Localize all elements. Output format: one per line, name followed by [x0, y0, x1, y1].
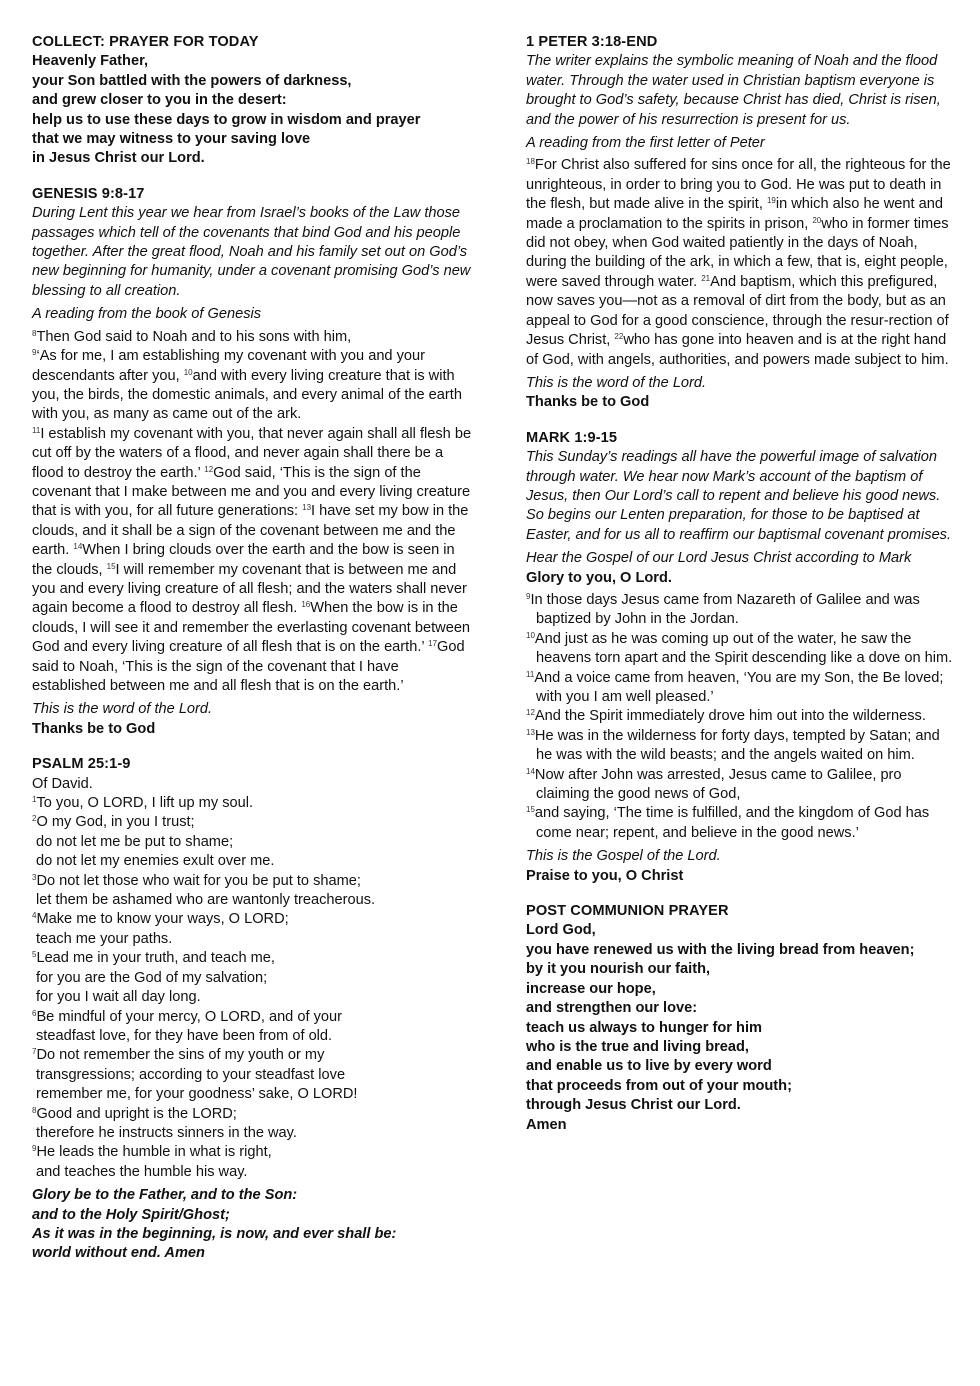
prayer-line: through Jesus Christ our Lord. [526, 1097, 741, 1114]
verse-number: 12 [204, 464, 214, 474]
genesis-lead: A reading from the book of Genesis [32, 306, 262, 323]
prayer-line: that proceeds from out of your mouth; [526, 1077, 792, 1094]
prayer-line: teach us always to hunger for him [526, 1019, 762, 1036]
verse-number: 9 [32, 1144, 37, 1154]
verse-text: Now after John was arrested, Jesus came to Galilee, pro claiming the good news of God, [534, 766, 902, 803]
psalm-line: transgressions; according to your steadfast love [36, 1066, 346, 1083]
verse-number: 14 [526, 766, 535, 776]
verse-text: For Christ also suffered for sins once for all, the righteous for the unrighteous, in order to bring you to God. He was put to death in the flesh, but made alive in the spirit, [526, 157, 951, 213]
gloria-line: world without end. Amen [32, 1245, 205, 1262]
verse-number: 20 [812, 215, 822, 225]
psalm-line: and teaches the humble his way. [36, 1163, 248, 1180]
small-caps-ord: ORD [320, 1086, 354, 1103]
verse-text: God said, ‘This is the sign of the covenant that I make between me and you and every living creature that is with you, for all future generations: [32, 464, 471, 520]
postcommunion-heading: POST COMMUNION PRAYER [526, 903, 729, 920]
genesis-response: Thanks be to God [32, 720, 156, 737]
prayer-line: help us to use these days to grow in wisdom and prayer [32, 111, 421, 128]
small-caps-ord: ORD [200, 1105, 233, 1122]
peter-text [526, 156, 954, 369]
prayer-line: increase our hope, [526, 980, 656, 997]
verse-number: 15 [526, 805, 535, 815]
gloria-line: As it was in the beginning, is now, and ever shall be: [32, 1225, 397, 1242]
verse-number: 8 [32, 1105, 37, 1115]
psalm-line: teach me your paths. [36, 930, 173, 947]
psalm-text [32, 794, 474, 1182]
psalm-line-end: ; [232, 1105, 237, 1122]
verse-text: And a voice came from heaven, ‘You are my Son, the Be loved; with you I am well pleased.’ [534, 669, 944, 705]
psalm-line: do not let my enemies exult over me. [36, 853, 275, 870]
verse-number: 10 [526, 630, 535, 640]
verse-text: who has gone into heaven and is at the right hand of God, with angels, authorities, and powers made subject to him. [526, 332, 949, 368]
genesis-intro: During Lent this year we hear from Israel’s books of the Law those passages which tell of the covenants that bind God and his people together. After the great flood, Noah and his family set out on God’s new beginning for humanity, under a covenant promising God’s new blessing to all creation. [32, 205, 471, 299]
psalm-line: Do not let those who wait for you be put to shame; [36, 872, 361, 889]
small-caps-ord: ORD [228, 1008, 261, 1025]
verse-number: 8 [32, 328, 37, 338]
prayer-line: you have renewed us with the living bread from heaven; [526, 941, 915, 958]
verse-text: Then God said to Noah and to his sons with him, [36, 328, 352, 345]
gloria-line: Glory be to the Father, and to the Son: [32, 1187, 298, 1204]
psalm-line: He leads the humble in what is right, [36, 1144, 272, 1161]
peter-closing: This is the word of the Lord. [526, 374, 707, 391]
mark-section [526, 429, 954, 886]
peter-section [526, 33, 954, 413]
psalm-line-end: , I lift up my soul. [143, 795, 254, 812]
verse-number: 4 [32, 911, 37, 921]
verse-number: 9 [32, 348, 37, 358]
prayer-line: Lord God, [526, 922, 596, 939]
verse-number: 21 [701, 273, 711, 283]
prayer-line: that we may witness to your saving love [32, 131, 311, 148]
peter-response: Thanks be to God [526, 394, 650, 411]
genesis-text [32, 328, 474, 697]
mark-lead-response: Glory to you, O Lord. [526, 569, 672, 586]
verse-number: 18 [526, 157, 535, 167]
verse-number: 1 [32, 795, 37, 805]
verse-number: 7 [32, 1047, 37, 1057]
small-caps-ord: ORD [252, 911, 285, 928]
right-column [526, 33, 954, 1151]
verse-text: in which also he went and made a proclamation to the spirits in prison, [526, 196, 943, 232]
postcommunion-prayer [526, 921, 954, 1134]
verse-text: and saying, ‘The time is fulfilled, and the kingdom of God has come near; repent, and believe in the good news.’ [534, 805, 930, 841]
verse-text: When the bow is in the clouds, I will see it and remember the everlasting covenant between God and every living creature of all flesh that is on the earth.’ [32, 600, 471, 656]
genesis-closing: This is the word of the Lord. [32, 701, 213, 718]
postcommunion-section [526, 902, 954, 1135]
verse-text: And the Spirit immediately drove him out into the wilderness. [534, 708, 926, 725]
psalm-line: Be mindful of your mercy, O L [36, 1008, 229, 1025]
verse-text: He was in the wilderness for forty days, tempted by Satan; and he was with the wild beasts; and the angels waited on him. [534, 727, 940, 764]
psalm-heading: PSALM 25:1-9 [32, 756, 131, 773]
verse-number: 2 [32, 814, 37, 824]
prayer-line: Amen [526, 1116, 567, 1133]
verse-number: 3 [32, 872, 37, 882]
psalm-line: do not let me be put to shame; [36, 833, 234, 850]
mark-response: Praise to you, O Christ [526, 867, 684, 884]
peter-lead: A reading from the first letter of Peter [526, 135, 765, 152]
prayer-line: and strengthen our love: [526, 1000, 698, 1017]
verse-text: And baptism, which this prefigured, now saves you—not as a removal of dirt from the body, but as an appeal to God for a good conscience, through the resur-rection of Jesus Christ, [526, 273, 949, 349]
psalm-line-end: ! [353, 1086, 358, 1103]
peter-intro: The writer explains the symbolic meaning of Noah and the flood water. Through the water used in Christian baptism everyone is brought to God’s safety, because Christ has died, Christ is risen, and the power of his resurrection is present for us. [526, 53, 941, 128]
psalm-line: Good and upright is the L [36, 1105, 201, 1122]
genesis-heading: GENESIS 9:8-17 [32, 185, 145, 202]
psalm-line: Do not remember the sins of my youth or my [36, 1047, 325, 1064]
psalm-line: To you, O L [36, 795, 112, 812]
verse-text: In those days Jesus came from Nazareth of Galilee and was baptized by John in the Jordan. [530, 591, 920, 628]
verse-number: 12 [526, 708, 535, 718]
collect-prayer [32, 52, 474, 168]
verse-number: 5 [32, 950, 37, 960]
psalm-section [32, 755, 474, 1264]
psalm-line: let them be ashamed who are wantonly treacherous. [36, 892, 376, 909]
psalm-line: remember me, for your goodness’ sake, O L [36, 1086, 321, 1103]
verse-text: I have set my bow in the clouds, and it shall be a sign of the covenant between me and the earth. [32, 503, 469, 559]
genesis-section [32, 185, 474, 739]
verse-number: 10 [183, 367, 193, 377]
left-column [32, 33, 474, 1280]
psalm-line-end: ; [284, 911, 289, 928]
psalm-line: O my God, in you I trust; [36, 814, 195, 831]
verse-number: 15 [106, 561, 116, 571]
psalm-line: for you I wait all day long. [36, 989, 201, 1006]
mark-heading: MARK 1:9-15 [526, 429, 618, 446]
verse-number: 14 [73, 542, 83, 552]
verse-number: 13 [526, 727, 535, 737]
psalm-line: steadfast love, for they have been from of old. [36, 1027, 333, 1044]
verse-number: 13 [302, 503, 312, 513]
verse-text: ‘As for me, I am establishing my covenant with you and your descendants after you, [32, 348, 425, 384]
verse-text: When I bring clouds over the earth and the bow is seen in the clouds, [32, 542, 455, 578]
verse-number: 6 [32, 1008, 37, 1018]
prayer-line: your Son battled with the powers of darkness, [32, 72, 352, 89]
verse-text: God said to Noah, ‘This is the sign of the covenant that I have established between me and all flesh that is on the earth.’ [32, 639, 465, 694]
prayer-line: and grew closer to you in the desert: [32, 92, 287, 109]
mark-text [526, 591, 954, 843]
verse-text: I establish my covenant with you, that never again shall all flesh be cut off by the waters of a flood, and never again shall there be a flood to destroy the earth.’ [32, 425, 472, 481]
verse-text: and with every living creature that is with you, the birds, the domestic animals, and every animal of the earth with you, as many as came out of the ark. [32, 367, 462, 423]
psalm-line: Make me to know your ways, O L [36, 911, 253, 928]
verse-number: 17 [428, 639, 438, 649]
prayer-line: Heavenly Father, [32, 53, 148, 70]
psalm-line: therefore he instructs sinners in the way. [36, 1124, 297, 1141]
prayer-line: by it you nourish our faith, [526, 961, 711, 978]
verse-number: 9 [526, 591, 531, 601]
psalm-line: for you are the God of my salvation; [36, 969, 268, 986]
verse-text: I will remember my covenant that is between me and you and every living creature of all flesh; and the waters shall never again become a flood to destroy all flesh. [32, 561, 467, 617]
verse-number: 11 [32, 425, 41, 435]
small-caps-ord: ORD [111, 795, 144, 812]
prayer-line: and enable us to live by every word [526, 1058, 772, 1075]
psalm-line-end: , and of your [260, 1008, 342, 1025]
prayer-line: in Jesus Christ our Lord. [32, 150, 205, 167]
psalm-line: Lead me in your truth, and teach me, [36, 950, 275, 967]
verse-number: 11 [526, 669, 535, 679]
verse-text: who in former times did not obey, when God waited patiently in the days of Noah, during the building of the ark, in which a few, that is, eight people, were saved through water. [526, 215, 949, 290]
psalm-subtitle: Of David. [32, 775, 93, 792]
peter-heading: 1 PETER 3:18-END [526, 34, 658, 50]
verse-text: And just as he was coming up out of the water, he saw the heavens torn apart and the Spirit descending like a dove on him. [534, 630, 953, 667]
collect-heading: COLLECT: PRAYER FOR TODAY [32, 34, 259, 50]
verse-number: 16 [301, 600, 311, 610]
mark-closing: This is the Gospel of the Lord. [526, 848, 721, 865]
prayer-line: who is the true and living bread, [526, 1038, 749, 1055]
verse-number: 19 [766, 196, 776, 206]
gloria-line: and to the Holy Spirit/Ghost; [32, 1206, 230, 1223]
verse-number: 22 [614, 332, 624, 342]
gloria [32, 1186, 474, 1264]
collect-section [32, 33, 474, 169]
mark-lead: Hear the Gospel of our Lord Jesus Christ according to Mark [526, 550, 912, 567]
mark-intro: This Sunday’s readings all have the powerful image of salvation through water. We hear now Mark’s account of the baptism of Jesus, then Our Lord’s call to repent and believe his good news. So begins our Lenten preparation, for those to be baptised at Easter, and for us all to reaffirm our baptismal covenant promises. [526, 449, 952, 543]
